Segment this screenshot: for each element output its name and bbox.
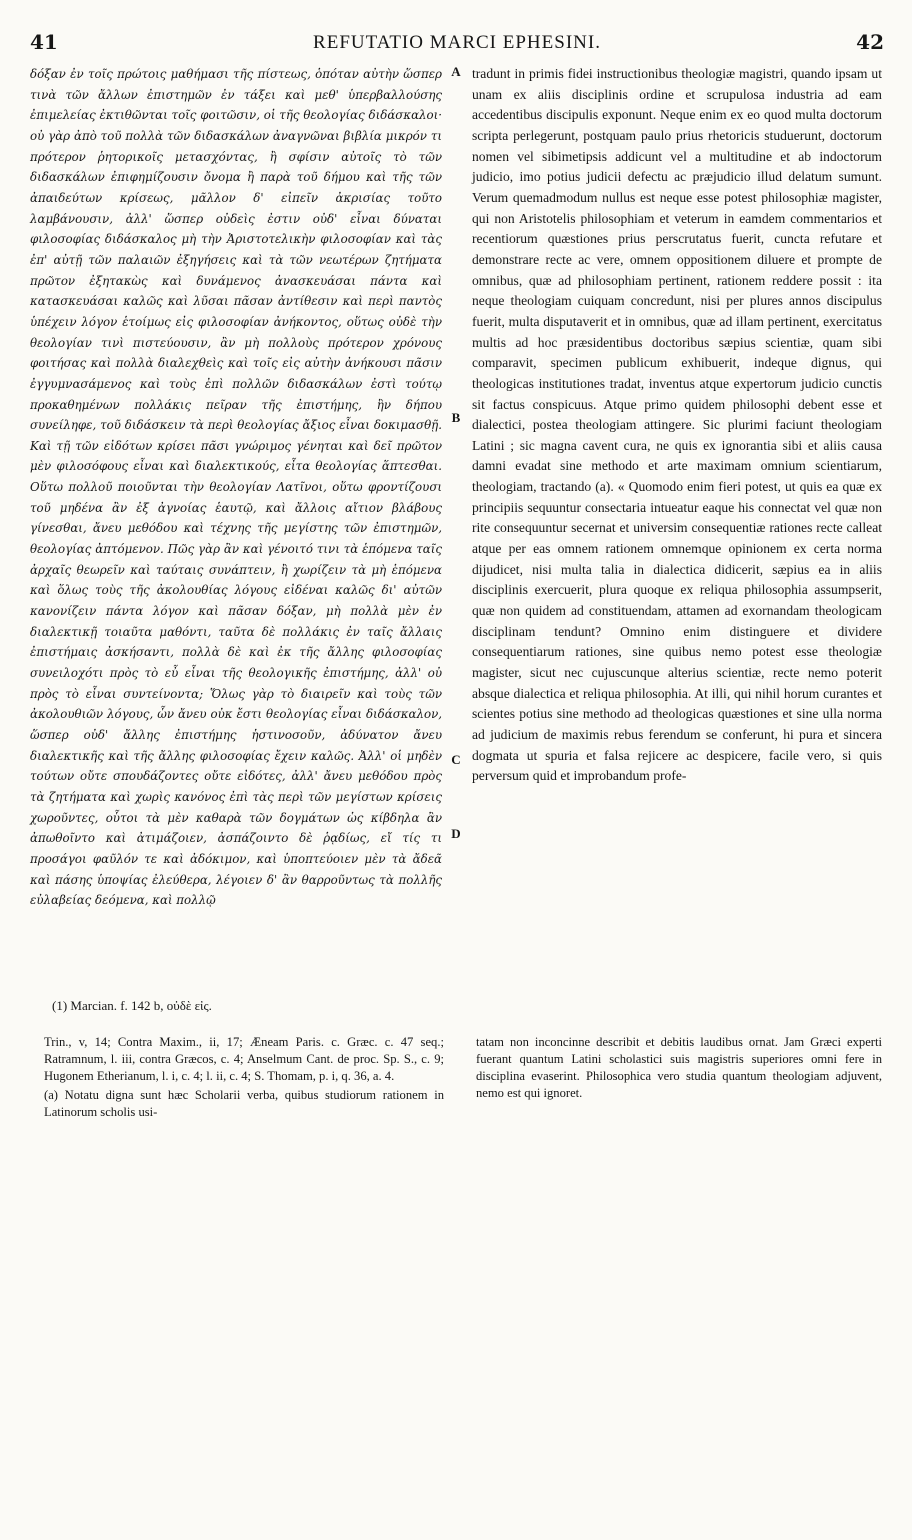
footnote-references: Trin., v, 14; Contra Maxim., ii, 17; Æneam Paris. c. Græc. c. 47 seq.; Ratramnum, l. iii, contra Græcos, c. 4; Anselmum Cant. de proc. Sp. S., c. 9; Hugonem Etherianum, l. i, c. 4; l. ii, c. 4; S. Thomam, p. i, q. 36, a. 4. [44,1035,444,1083]
latin-column [472,64,882,972]
margin-marker-c: C [451,752,461,767]
greek-column [30,64,442,972]
margin-marker-b: B [451,410,461,425]
margin-marker-a: A [451,64,461,79]
footnote-continuation: tatam non inconcinne describit et debitis laudibus ornat. Jam Græci experti fuerant quantum Latini scholastici suis magistris superiores omni fere in disciplina evaserint. Philosophica vero studia quantum theologiam adjuvent, nemo est qui ignoret. [476,1035,882,1100]
latin-text: tradunt in primis fidei instructionibus theologiæ magistri, quando ipsam ut unam ex aliis disciplinis ordine et scrupulosa industria ad eam accedentibus discipulis exponunt. Neque enim ex eo quod multa doctorum scripta perlegerunt, postquam paulo prius rhetoricis studuerunt, doctorum nomen vel sibimetipsis addicunt vel a multitudine et ab indoctorum judicio, imo potius judicii defectu ac præjudicio illud delatum sumunt. Verum quemadmodum nullus est neque esse potest philosophiæ magister, qui non Aristotelis philosophiam et veterum in eamdem commentarios et recentiorum quæstiones prius perscrutatus fuerit, cuncta refutare et demonstrare recte ac vere, omnem oppositionem diluere et prompte de omnibus, quæ ad philosophiam pertinent, rationem reddere possit : ita neque theologiam cuiquam concredunt, nisi per plures annos discipulus fuerit, multa disputaverit et in omnibus, quæ ad illam pertinent, exercitatus multis ad hoc præsidentibus doctoribus sæpius scientiæ, quam sibi comparavit, specimen publicum exhibuerit, indeque dignus, qui theologicas institutiones tradat, inventus atque expertorum judicio cunctis sit factus conspicuus. Atque primo quidem philosophi debent esse et dialectici, postea theologiam attingere. Sic plurimi faciunt theologiam Latini ; sic magna cavent cura, ne quis ex ignorantia sibi et aliis causa damni evadat sine methodo et arte maximam omnium scientiarum, theologiam, tractando (a). « Quomodo enim fieri potest, ut quis ea quæ ex principiis sequuntur consectaria intueatur eaque his connectat vel quæ non rite consequuntur secernat et universim consequentiæ rationes recte calleat atque per eas omnem rationem omnemque opinionem ex certa norma dijudicet, nisi multa talia in dialectica didicerit, sæpius ea in aliis disciplinis exercuerit, plura quoque ex reliqua philosophia assumpserit, quæ non quidem ad constituendam, attamen ad exornandam theologicam disciplinam tendunt? Omnino enim distinguere et dividere consequentiarum rationes, sine quibus nemo potest esse theologiæ magister, sicut nec cujuscunque alterius scientiæ, recte nemo poterit absque dialectica et reliqua philosophia. At illi, qui nihil horum curantes et scientes potius sine methodo ad theologicas quæstiones et sine ulla norma ad judicium de maximis rebus ferendum se conferunt, hi pura et sincera dogmata ut spuria et falsa rejicere ac despicere, facile vero, si quis perversum quid et improbandum profe- [472,66,882,784]
right-footnote [476,1034,882,1102]
margin-markers [446,64,466,972]
greek-text: δόξαν ἐν τοῖς πρώτοις μαθήμασι τῆς πίστεως, ὁπόταν αὐτὴν ὥσπερ τινὰ τῶν ἄλλων ἐπιστημῶν ἐν τάξει καὶ μεθ' ὑπερβαλλούσης ἐπιμελείας ἐκτιθῶνται τοῖς φοιτῶσιν, οἱ τῆς θεολογίας διδάσκαλοι· οὐ γὰρ ἀπὸ τοῦ πολλὰ τῶν διδασκάλων ἀναγνῶναι βιβλία μικρόν τι πρότερον ῥητορικοῖς μετασχόντας, ἢ σφίσιν αὐτοῖς τὸ τῶν διδασκάλων ἐπιφημίζουσιν ὄνομα ἢ παρὰ τοῦ δήμου καὶ τῆς τῶν ἀπαιδεύτων κρίσεως, μᾶλλον δ' εἰπεῖν ἀκρισίας τοῦτο λαμβάνουσιν, ἀλλ' ὥσπερ οὐδεὶς ἐστιν οὐδ' εἶναι δύναται φιλοσοφίας διδάσκαλος μὴ τὴν Ἀριστοτελικὴν φιλοσοφίαν καὶ τὰς ἐπ' αὐτῇ τῶν παλαιῶν ἐξηγήσεις καὶ τὰ τῶν νεωτέρων ζητήματα πρῶτον ἐξητακὼς καὶ δυνάμενος ἀνασκευάσαι πάντα καὶ κατασκευάσαι καλῶς καὶ λῦσαι πᾶσαν ἀντίθεσιν καὶ περὶ παντὸς ὑπέχειν λόγον ἑτοίμως εἰς φιλοσοφίαν ἀνήκοντος, οὕτως οὐδὲ τὴν θεολογίαν τινὶ πιστεύουσιν, ἂν μὴ πολλοὺς πρότερον χρόνους φοιτήσας καὶ πολλὰ διαλεχθεὶς καὶ τοῖς εἰς αὐτὴν ἀνήκουσι πᾶσιν ἐγγυμνασάμενος καὶ τοὺς ἐπὶ πολλῶν διδασκάλων ἐστὶ τούτῳ προκαθημένων πολλάκις πεῖραν τῆς ἐπιστήμης, ἣν δήπου συνείληφε, τοῦ διδάσκειν τὰ περὶ θεολογίας ἄξιος εἶναι δοκιμασθῇ. Καὶ τῇ τῶν εἰδότων κρίσει πᾶσι γνώριμος γένηται καὶ δεῖ πρῶτον μὲν φιλοσόφους εἶναι καὶ διαλεκτικούς, εἶτα θεολογίας ἅπτεσθαι. Οὕτω πολλοῦ ποιοῦνται τὴν θεολογίαν Λατῖνοι, οὕτω φροντίζουσι τοῦ μηδένα ἂν ἐξ ἀγνοίας ἑαυτῷ, καὶ ἄλλοις αἴτιον βλάβους γίνεσθαι, ἄνευ μεθόδου καὶ τέχνης τῆς μεγίστης τῶν ἐπιστημῶν, θεολογίας ἀπτόμενον. Πῶς γὰρ ἂν καὶ γένοιτό τινι τὰ ἑπόμενα ταῖς ἀρχαῖς θεωρεῖν καὶ ταύταις συνάπτειν, ἢ χωρίζειν τὰ μὴ ἑπόμενα καὶ ὅλως τοὺς τῆς ἀκολουθίας λόγους εἰδέναι καλῶς δι' αὐτῶν κανονίζειν πάντα λόγον καὶ πᾶσαν δόξαν, μὴ πολλὰ μὲν ἐν διαλεκτικῇ τοιαῦτα μαθόντι, ταῦτα δὲ πολλάκις ἐν ταῖς ἄλλαις ἐπιστήμαις ἀσκήσαντι, πολλὰ δὲ καὶ ἐκ τῆς ἄλλης φιλοσοφίας συνειλοχότι πρὸς τὸ εὖ εἶναι τῆς θεολογικῆς ἐπιστήμης, ἀλλ' οὐ πρὸς τὸ εἶναι συντείνοντα; Ὅλως γὰρ τὸ διαιρεῖν καὶ τοὺς τῶν ἀκολουθιῶν λόγους, ὧν ἄνευ οὐκ ἔστι θεολογίας εἶναι διδάσκαλον, ὥσπερ οὐδ' ἄλλης ἐπιστήμης ἡστινοσοῦν, ἀδύνατον ἄνευ διαλεκτικῆς καὶ τῆς ἄλλης φιλοσοφίας ἔχειν καλῶς. Ἀλλ' οἱ μηδὲν τούτων οὔτε σπουδάζοντες οὔτε εἰδότες, ἀλλ' ἄνευ μεθόδου πρὸς τὰ ζητήματα καὶ χωρὶς κανόνος ἐπὶ τὰς περὶ τῶν μεγίστων κρίσεις χωροῦντες, οὗτοι τὰ μὲν καθαρὰ τῶν δογμάτων ὡς κίβδηλα ἂν ἀπωθοῖντο καὶ ἀτιμάζοιεν, ἀσπάζοιντο δὲ ῥᾳδίως, εἴ τίς τι προσάγοι φαῦλόν τε καὶ ἀδόκιμον, καὶ ὑποπτεύοιεν μὲν τὰ ἄδεᾶ καὶ πάσης ὑποψίας ἐλεύθερα, λέγοιεν δ' ἂν θαρροῦντως τὰ πολλῆς εὐλαβείας δεόμενα, καὶ πολλῷ [30,67,442,908]
greek-footnote: (1) Marcian. f. 142 b, οὐδὲ εἰς. [52,998,212,1013]
margin-marker-d: D [451,826,461,841]
left-footnotes [44,1034,444,1121]
page-header [30,30,884,60]
footnote-a: (a) Notatu digna sunt hæc Scholarii verba, quibus studiorum rationem in Latinorum scholis usi- [44,1088,444,1119]
right-page-number: 42 [856,30,884,54]
left-page-number: 41 [30,30,58,54]
running-title: REFUTATIO MARCI EPHESINI. [313,32,601,53]
